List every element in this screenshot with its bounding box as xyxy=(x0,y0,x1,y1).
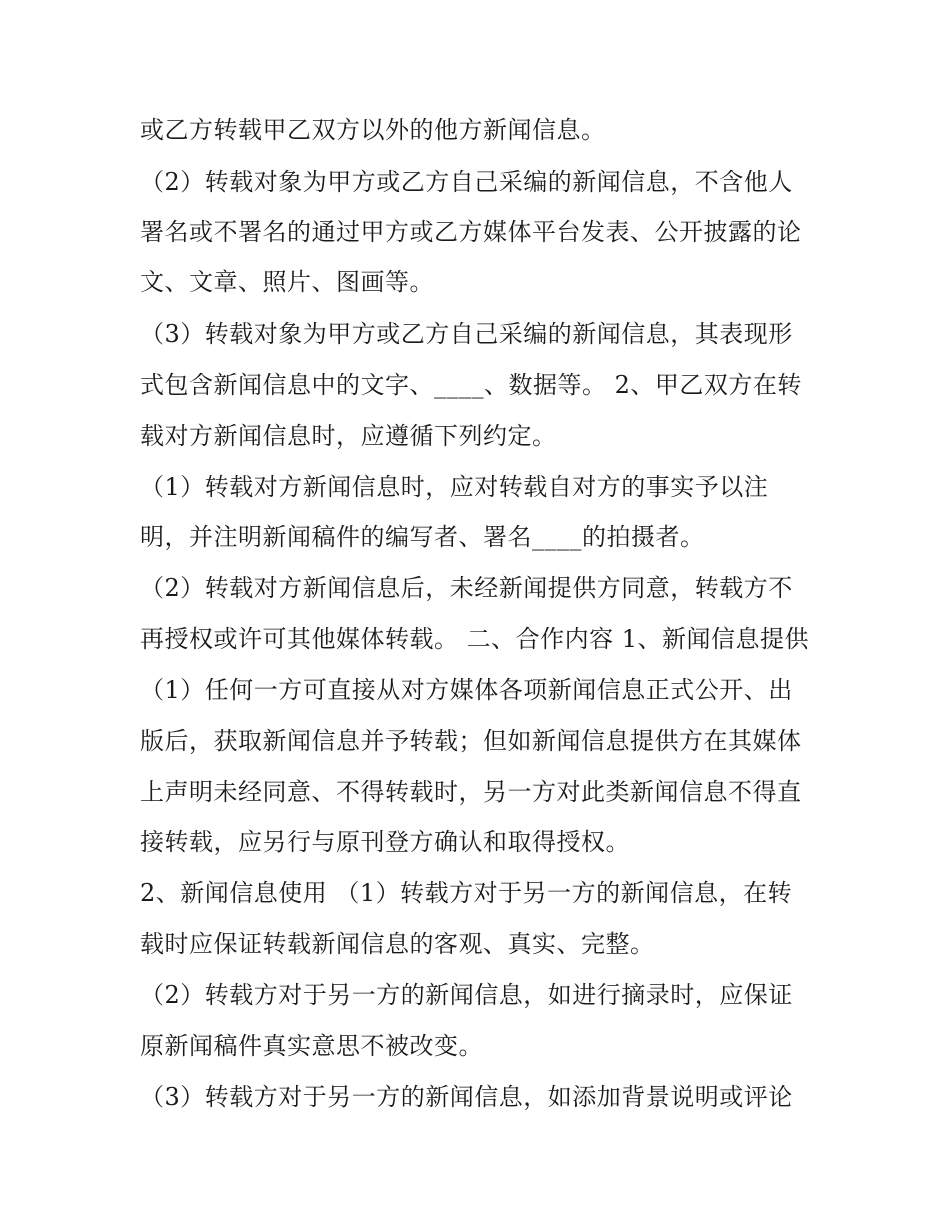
text-line: 载对方新闻信息时，应遵循下列约定。 xyxy=(140,422,557,450)
text-line: 署名或不署名的通过甲方或乙方媒体平台发表、公开披露的论 xyxy=(140,218,802,246)
text-line: （3）转载对象为甲方或乙方自己采编的新闻信息，其表现形 xyxy=(140,320,793,348)
text-line: 上声明未经同意、不得转载时，另一方对此类新闻信息不得直 xyxy=(140,778,802,806)
text-line: （2）转载方对于另一方的新闻信息，如进行摘录时，应保证 xyxy=(140,981,793,1009)
text-line: （2）转载对方新闻信息后，未经新闻提供方同意，转载方不 xyxy=(140,574,793,602)
text-line: 载时应保证转载新闻信息的客观、真实、完整。 xyxy=(140,930,655,958)
text-line: 明，并注明新闻稿件的编写者、署名____的拍摄者。 xyxy=(140,523,705,551)
text-line: 再授权或许可其他媒体转载。 二、合作内容 1、新闻信息提供 xyxy=(140,625,810,653)
text-line: 式包含新闻信息中的文字、____、数据等。 2、甲乙双方在转 xyxy=(140,371,802,399)
text-line: 原新闻稿件真实意思不被改变。 xyxy=(140,1032,483,1060)
text-line: 2、新闻信息使用 （1）转载方对于另一方的新闻信息，在转 xyxy=(140,879,793,907)
text-line: （1）任何一方可直接从对方媒体各项新闻信息正式公开、出 xyxy=(140,676,793,704)
text-line: （3）转载方对于另一方的新闻信息，如添加背景说明或评论 xyxy=(140,1083,793,1111)
text-line: 接转载，应另行与原刊登方确认和取得授权。 xyxy=(140,828,630,856)
text-line: （1）转载对方新闻信息时，应对转载自对方的事实予以注 xyxy=(140,473,769,501)
text-line: （2）转载对象为甲方或乙方自己采编的新闻信息，不含他人 xyxy=(140,168,793,196)
text-line: 或乙方转载甲乙双方以外的他方新闻信息。 xyxy=(140,116,606,144)
text-line: 版后，获取新闻信息并予转载；但如新闻信息提供方在其媒体 xyxy=(140,727,802,755)
text-line: 文、文章、照片、图画等。 xyxy=(140,268,434,296)
